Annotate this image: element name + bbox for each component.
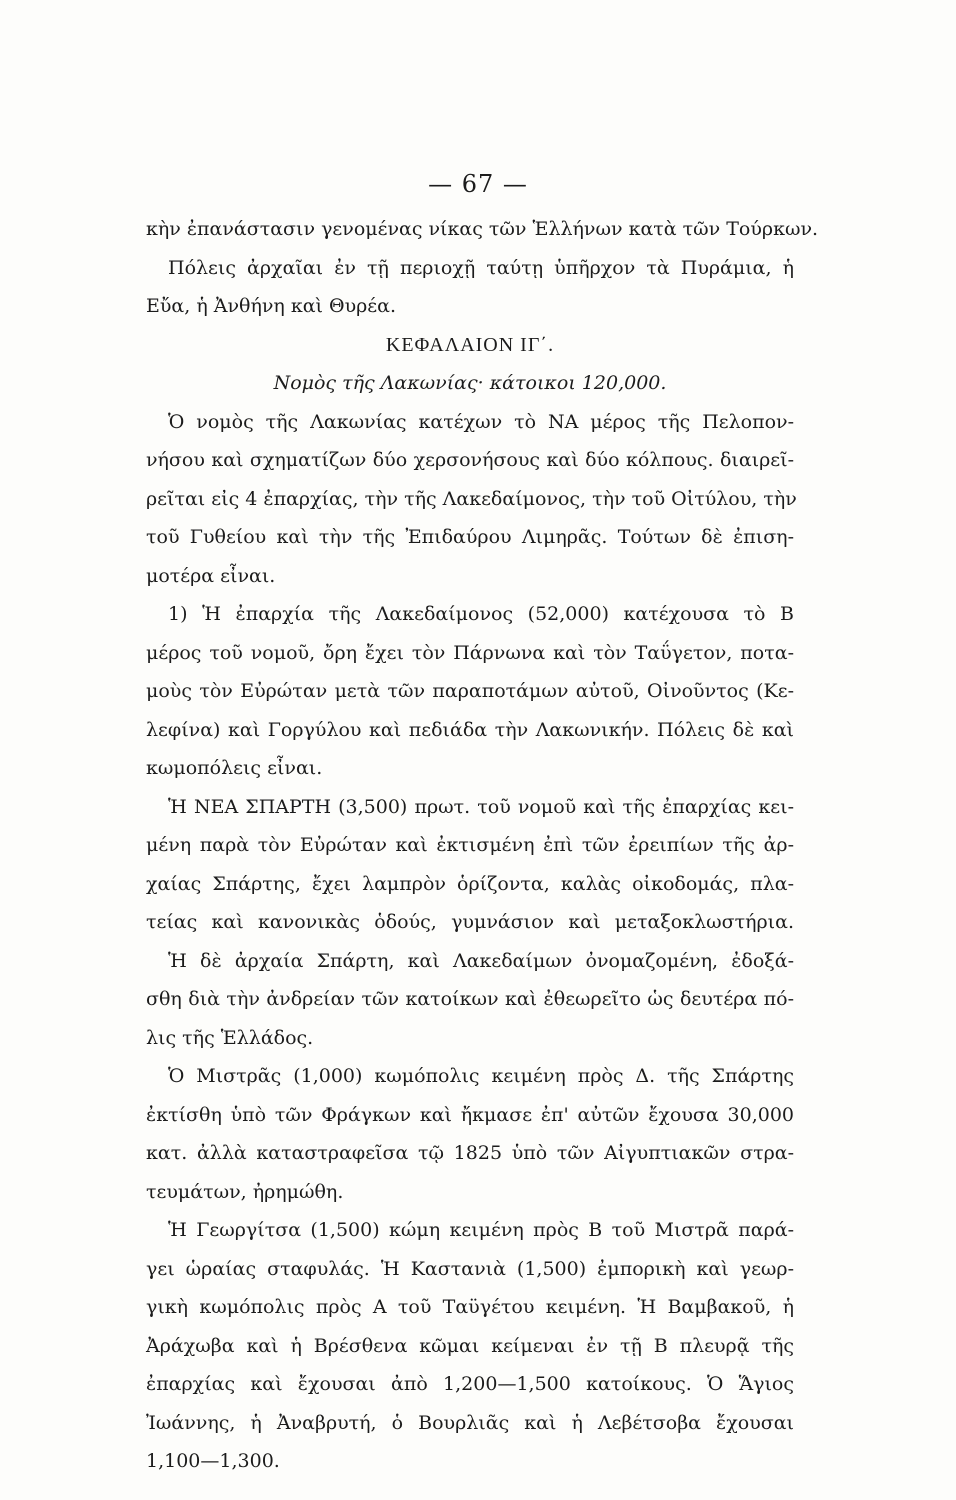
chapter-subtitle: Νομὸς τῆς Λακωνίας· κάτοικοι 120,000.: [273, 372, 667, 394]
text-line: γει ὡραίας σταφυλάς. Ἡ Καστανιὰ (1,500) ἐμπορικὴ καὶ γεωρ-: [146, 1257, 794, 1280]
page-number: — 67 —: [428, 170, 528, 198]
text-line: μοὺς τὸν Εὐρώταν μετὰ τῶν παραποτάμων αὐτοῦ, Οἰνοῦντος (Κε-: [146, 680, 794, 702]
text-line: λις τῆς Ἑλλάδος.: [146, 1026, 314, 1049]
text-line: Ἡ ΝΕΑ ΣΠΑΡΤΗ (3,500) πρωτ. τοῦ νομοῦ καὶ τῆς ἐπαρχίας κει-: [168, 795, 794, 818]
text-line: νήσου καὶ σχηματίζων δύο χερσονήσους καὶ δύο κόλπους. διαιρεῖ-: [146, 449, 794, 471]
text-line: Πόλεις ἀρχαῖαι ἐν τῇ περιοχῇ ταύτῃ ὑπῆρχον τὰ Πυράμια, ἡ: [168, 256, 794, 279]
text-line: Ἀράχωβα καὶ ἡ Βρέσθενα κῶμαι κείμεναι ἐν τῇ Β πλευρᾷ τῆς: [146, 1334, 794, 1357]
text-line: Ὁ νομὸς τῆς Λακωνίας κατέχων τὸ ΝΑ μέρος τῆς Πελοπον-: [168, 410, 794, 433]
text-line: ρεῖται εἰς 4 ἐπαρχίας, τὴν τῆς Λακεδαίμονος, τὴν τοῦ Οἰτύλου, τὴν: [146, 487, 797, 510]
text-line: κατ. ἀλλὰ καταστραφεῖσα τῷ 1825 ὑπὸ τῶν Αἰγυπτιακῶν στρα-: [146, 1142, 794, 1164]
text-line: τευμάτων, ἠρημώθη.: [146, 1180, 344, 1203]
text-line: Ἡ Γεωργίτσα (1,500) κώμη κειμένη πρὸς Β τοῦ Μιστρᾶ παρά-: [168, 1219, 794, 1241]
text-line: τείας καὶ κανονικὰς ὁδούς, γυμνάσιον καὶ μεταξοκλωστήρια.: [146, 911, 794, 933]
text-line: ἐκτίσθη ὑπὸ τῶν Φράγκων καὶ ἤκμασε ἐπ' αὐτῶν ἔχουσα 30,000: [146, 1103, 794, 1126]
chapter-heading: ΚΕΦΑΛΑΙΟΝ ΙΓ΄.: [385, 333, 555, 356]
text-line: γικὴ κωμόπολις πρὸς Α τοῦ Ταϋγέτου κειμένη. Ἡ Βαμβακοῦ, ἡ: [146, 1296, 794, 1318]
text-line: Ἰωάννης, ἡ Ἀναβρυτή, ὁ Βουρλιᾶς καὶ ἡ Λεβέτσοβα ἔχουσαι: [146, 1411, 794, 1434]
text-line: τοῦ Γυθείου καὶ τὴν τῆς Ἐπιδαύρου Λιμηρᾶς. Τούτων δὲ ἐπιση-: [146, 526, 794, 548]
text-line: κωμοπόλεις εἶναι.: [146, 757, 323, 779]
text-line: μοτέρα εἶναι.: [146, 564, 276, 587]
text-line: μέρος τοῦ νομοῦ, ὄρη ἔχει τὸν Πάρνωνα καὶ τὸν Ταΰγετον, ποτα-: [146, 641, 794, 664]
text-line: Εὔα, ἡ Ἀνθήνη καὶ Θυρέα.: [146, 295, 397, 317]
text-line: κὴν ἐπανάστασιν γενομένας νίκας τῶν Ἑλλήνων κατὰ τῶν Τούρκων.: [146, 218, 819, 240]
text-line: Ἡ δὲ ἀρχαία Σπάρτη, καὶ Λακεδαίμων ὀνομαζομένη, ἐδοξά-: [168, 949, 794, 972]
text-line: λεφίνα) καὶ Γοργύλου καὶ πεδιάδα τὴν Λακωνικήν. Πόλεις δὲ καὶ: [146, 718, 794, 741]
text-line: μένη παρὰ τὸν Εὐρώταν καὶ ἐκτισμένη ἐπὶ τῶν ἐρειπίων τῆς ἀρ-: [146, 834, 794, 856]
text-line: 1) Ἡ ἐπαρχία τῆς Λακεδαίμονος (52,000) κατέχουσα τὸ Β: [168, 603, 794, 625]
text-line: Ὁ Μιστρᾶς (1,000) κωμόπολις κειμένη πρὸς Δ. τῆς Σπάρτης: [168, 1065, 794, 1087]
text-line: ἐπαρχίας καὶ ἔχουσαι ἀπὸ 1,200—1,500 κατοίκους. Ὁ Ἅγιος: [146, 1373, 794, 1395]
text-line: σθη διὰ τὴν ἀνδρείαν τῶν κατοίκων καὶ ἐθεωρεῖτο ὡς δευτέρα πό-: [146, 988, 794, 1010]
text-line: χαίας Σπάρτης, ἔχει λαμπρὸν ὁρίζοντα, καλὰς οἰκοδομάς, πλα-: [146, 872, 794, 895]
text-line: 1,100—1,300.: [146, 1450, 280, 1472]
page-body: [146, 210, 819, 1481]
